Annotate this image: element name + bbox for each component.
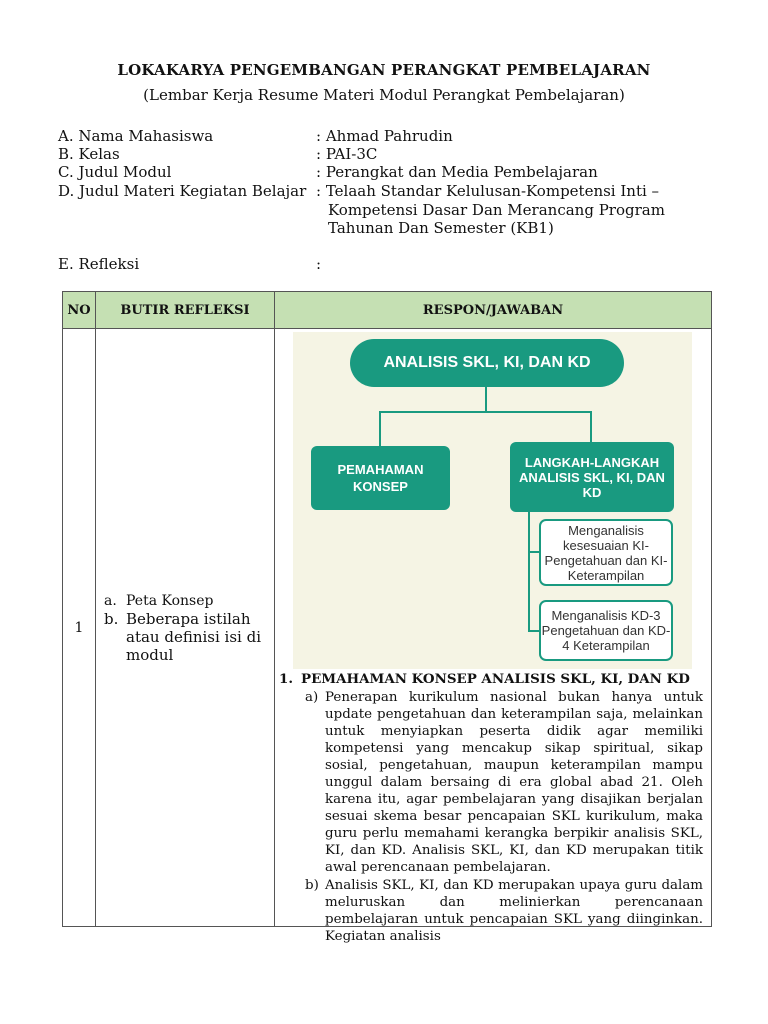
butir-cell <box>96 329 275 927</box>
concept-sub-node-2: Menganalisis KD-3 Pengetahuan dan KD-4 Keterampilan <box>539 600 673 661</box>
list-item <box>104 592 274 610</box>
section-heading-text: PEMAHAMAN KONSEP ANALISIS SKL, KI, DAN KD <box>301 671 690 687</box>
info-c-label: C. Judul Modul <box>58 163 172 181</box>
info-a-label: A. Nama Mahasiswa <box>58 127 214 145</box>
list-item <box>104 610 274 664</box>
list-marker: a. <box>104 592 117 609</box>
header-butir: BUTIR REFLEKSI <box>96 292 275 329</box>
paragraph-marker: a) <box>305 690 319 705</box>
connector-line <box>379 411 381 446</box>
butir-list <box>104 592 274 664</box>
info-a-value: : Ahmad Pahrudin <box>316 127 453 145</box>
connector-line <box>528 630 539 632</box>
response-content <box>279 671 703 945</box>
connector-line <box>590 411 592 442</box>
concept-right-node: LANGKAH-LANGKAH ANALISIS SKL, KI, DAN KD <box>510 442 674 512</box>
header-respon: RESPON/JAWABAN <box>275 292 712 329</box>
concept-left-node: PEMAHAMAN KONSEP <box>311 446 450 510</box>
row-number: 1 <box>63 329 96 927</box>
connector-line <box>528 512 530 631</box>
connector-line <box>485 387 487 412</box>
list-marker: b. <box>104 609 119 628</box>
table-row <box>63 329 712 927</box>
reflection-table <box>62 291 712 944</box>
info-b-value: : PAI-3C <box>316 145 378 163</box>
section-number: 1. <box>279 671 293 687</box>
info-d-value-2: Kompetensi Dasar Dan Merancang Program <box>328 201 665 219</box>
list-text: Beberapa istilah atau definisi isi di modul <box>126 609 262 664</box>
concept-sub-node-1: Menganalisis kesesuaian KI-Pengetahuan dan KI-Keterampilan <box>539 519 673 586</box>
concept-map <box>293 332 692 669</box>
header-no: NO <box>63 292 96 329</box>
paragraph-b <box>279 877 703 945</box>
paragraph-text: Analisis SKL, KI, dan KD merupakan upaya guru dalam meluruskan dan melinierkan perencanaan pembelajaran untuk pencapaian SKL yang diinginkan. Kegiatan analisis <box>325 878 703 944</box>
response-cell <box>275 329 712 944</box>
concept-root-node: ANALISIS SKL, KI, DAN KD <box>350 339 624 387</box>
paragraph-text: Penerapan kurikulum nasional bukan hanya untuk update pengetahuan dan keterampilan saja, melainkan untuk menyiapkan peserta didik agar memiliki kompetensi yang mencakup sikap spiritual, sikap sosial, pengetahuan, maupun keterampilan mampu unggul dalam bersaing di era global abad 21. Oleh karena itu, agar pembelajaran yang disajikan berjalan sesuai skema besar pencapaian SKL kurikulum, maka guru perlu memahami kerangka berpikir analisis SKL, KI, dan KD. Analisis SKL, KI, dan KD merupakan titik awal perencanaan pembelajaran. <box>325 690 703 875</box>
paragraph-a <box>279 689 703 876</box>
info-c-value: : Perangkat dan Media Pembelajaran <box>316 163 598 181</box>
document-title: LOKAKARYA PENGEMBANGAN PERANGKAT PEMBELAJARAN <box>117 61 651 79</box>
info-d-value-1: : Telaah Standar Kelulusan-Kompetensi Inti – <box>316 182 660 200</box>
document-subtitle: (Lembar Kerja Resume Materi Modul Perangkat Pembelajaran) <box>143 86 625 104</box>
info-e-label: E. Refleksi <box>58 255 140 273</box>
info-d-value-3: Tahunan Dan Semester (KB1) <box>328 219 554 237</box>
paragraph-marker: b) <box>305 878 319 893</box>
table-header-row <box>63 292 712 329</box>
info-b-label: B. Kelas <box>58 145 120 163</box>
info-d-label: D. Judul Materi Kegiatan Belajar <box>58 182 307 200</box>
list-text: Peta Konsep <box>126 592 214 609</box>
connector-line <box>379 411 592 413</box>
info-e-value: : <box>316 255 322 273</box>
section-heading <box>279 671 703 688</box>
connector-line <box>528 551 539 553</box>
